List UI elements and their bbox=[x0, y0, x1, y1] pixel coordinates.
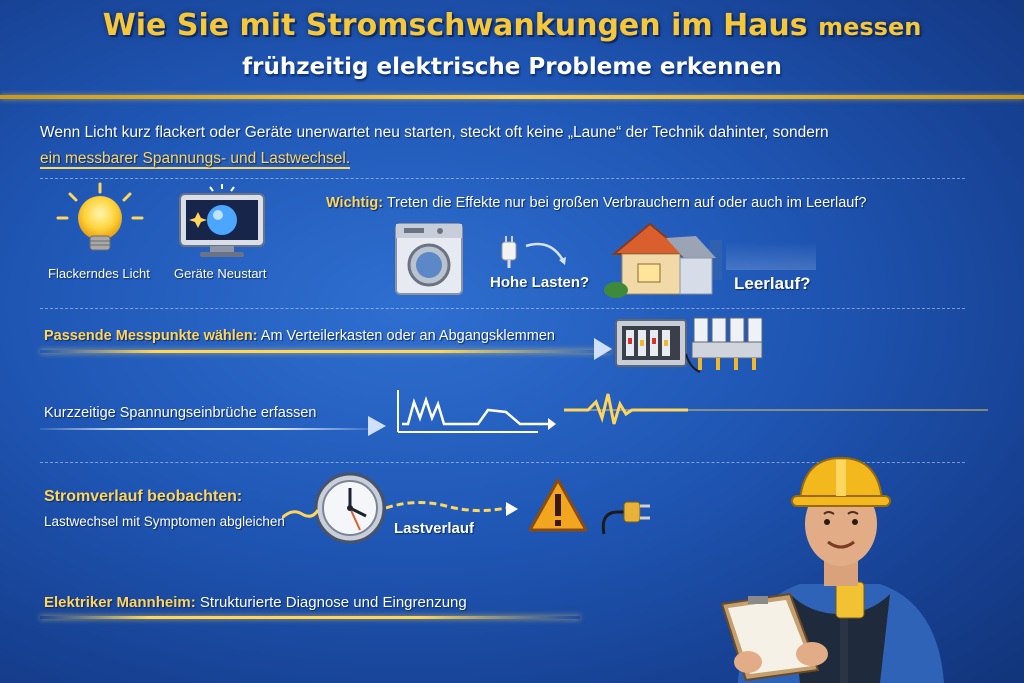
monitor-restart-icon bbox=[170, 182, 270, 262]
plug-icon bbox=[496, 232, 576, 280]
distribution-box-icon bbox=[614, 318, 688, 368]
symptom-light-label: Flackerndes Licht bbox=[48, 266, 150, 281]
electrician-lead: Elektriker Mannheim: bbox=[44, 594, 196, 611]
light-bulb-icon bbox=[50, 182, 150, 262]
divider bbox=[40, 308, 965, 309]
measure-points-text: Am Verteilerkasten oder an Abgangsklemmen bbox=[260, 328, 555, 344]
voltage-graph-icon bbox=[388, 388, 1008, 440]
divider bbox=[40, 178, 965, 179]
washing-machine-icon bbox=[390, 222, 470, 296]
current-flow-lead: Stromverlauf beobachten: bbox=[44, 488, 243, 505]
title-tail: messen bbox=[818, 13, 922, 41]
power-plug-icon bbox=[598, 478, 658, 538]
title-main: Wie Sie mit Stromschwankungen im Haus bbox=[102, 8, 808, 43]
voltage-dips-text: Kurzzeitige Spannungseinbrüche erfassen bbox=[44, 405, 317, 421]
current-flow-text: Lastwechsel mit Symptomen abgleichen bbox=[44, 514, 285, 529]
intro-text bbox=[40, 120, 920, 172]
arrow-right-icon bbox=[366, 414, 388, 438]
arrow-right-icon bbox=[592, 336, 614, 362]
header-divider bbox=[0, 95, 1024, 99]
idle-label: Leerlauf? bbox=[734, 274, 811, 293]
measure-underline bbox=[40, 350, 610, 353]
page-subtitle: frühzeitig elektrische Probleme erkennen bbox=[242, 54, 782, 80]
flow-line-left-decor bbox=[282, 496, 318, 530]
measure-points-lead: Passende Messpunkte wählen: bbox=[44, 328, 258, 344]
load-curve-label: Lastverlauf bbox=[394, 520, 475, 537]
electrician-row bbox=[44, 594, 467, 611]
warning-icon bbox=[526, 476, 590, 534]
measure-points-row bbox=[44, 328, 555, 344]
important-lead: Wichtig: bbox=[326, 195, 384, 211]
intro-line-1: Wenn Licht kurz flackert oder Geräte unerwartet neu starten, steckt oft keine „Laune“ der Technik dahinter, sondern bbox=[40, 124, 829, 141]
symptom-device-label: Geräte Neustart bbox=[174, 266, 267, 281]
house-icon bbox=[604, 218, 724, 298]
dips-underline bbox=[40, 428, 370, 430]
electrician-text: Strukturierte Diagnose und Eingrenzung bbox=[199, 594, 467, 611]
electrician-figure bbox=[720, 454, 960, 683]
terminal-block-icon bbox=[686, 314, 766, 374]
important-question bbox=[326, 195, 866, 211]
important-text: Treten die Effekte nur bei großen Verbrauchern auf oder auch im Leerlauf? bbox=[386, 195, 867, 211]
high-loads-label: Hohe Lasten? bbox=[490, 274, 590, 291]
city-skyline-decor bbox=[726, 242, 816, 270]
clock-icon bbox=[312, 470, 388, 546]
page-title bbox=[0, 8, 1024, 43]
electrician-underline bbox=[40, 616, 580, 619]
intro-line-2: ein messbarer Spannungs- und Lastwechsel. bbox=[40, 150, 351, 167]
